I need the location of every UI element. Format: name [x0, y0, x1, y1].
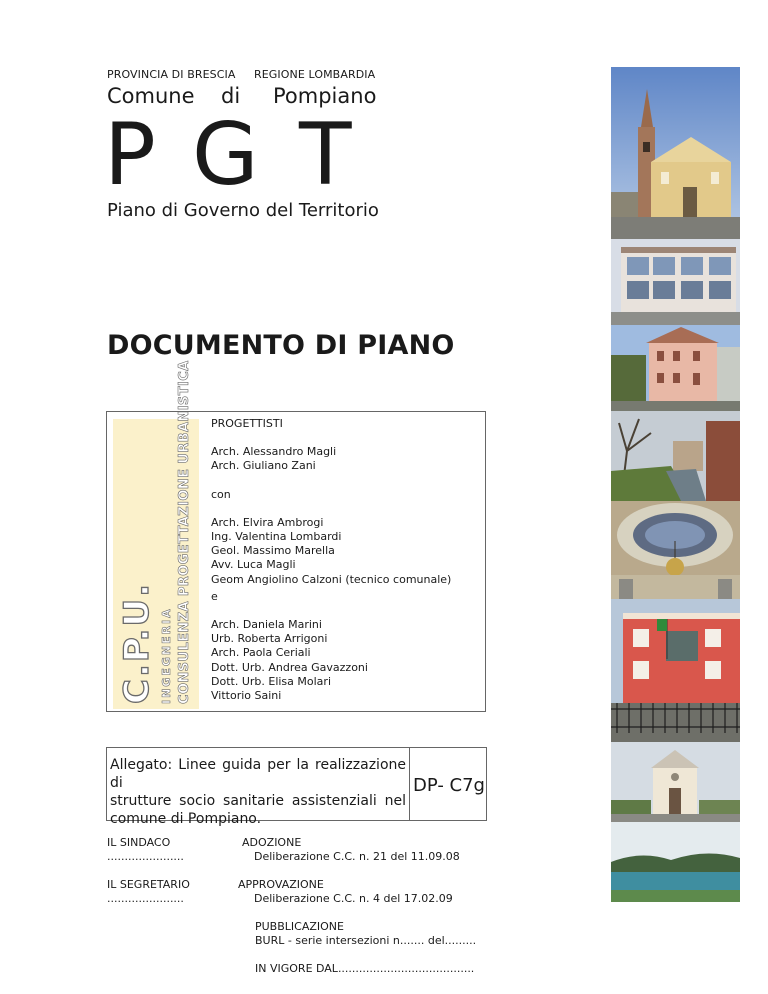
pgt-letter-t: T [299, 105, 352, 205]
church-bell-tower-photo [611, 67, 740, 239]
pgt-letter-p: P [104, 105, 156, 205]
red-town-hall-photo [611, 599, 740, 742]
collaborator-name: Geom Angiolino Calzoni (tecnico comunale) [211, 572, 452, 586]
document-title: DOCUMENTO DI PIANO [107, 330, 455, 361]
chapel-photo [611, 742, 740, 822]
adozione-detail: Deliberazione C.C. n. 21 del 11.09.08 [254, 850, 460, 863]
sindaco-label: IL SINDACO [107, 836, 171, 849]
cpu-logo-text: C.P.U. [117, 582, 157, 704]
progettisti-heading: PROGETTISTI [211, 417, 283, 430]
cpu-logo [113, 360, 199, 709]
consulenza-text: CONSULENZA PROGETTAZIONE URBANISTICA [177, 360, 192, 704]
dome-interior-photo [611, 501, 740, 599]
connector-con: con [211, 487, 231, 501]
pgt-subtitle: Piano di Governo del Territorio [107, 200, 379, 221]
allegato-line: strutture socio sanitarie assistenziali nel [110, 793, 406, 809]
di-word: di [221, 84, 241, 108]
comune-word: Comune [107, 84, 195, 108]
adozione-label: ADOZIONE [242, 836, 302, 849]
collaborator-name: Ing. Valentina Lombardi [211, 530, 342, 544]
document-code: DP- C7g [413, 775, 485, 796]
connector-e: e [211, 589, 218, 603]
segretario-signature-line: ...................... [107, 892, 184, 905]
sindaco-signature-line: ...................... [107, 850, 184, 863]
progettisti-box [106, 360, 486, 712]
collaborator-name: Vittorio Saini [211, 689, 282, 703]
in-vigore-line: IN VIGORE DAL....................................... [255, 962, 475, 975]
allegato-box [106, 747, 487, 827]
designer-name: Arch. Giuliano Zani [211, 459, 316, 473]
provincia-label: PROVINCIA DI BRESCIA [107, 68, 236, 81]
allegato-description [110, 756, 406, 828]
allegato-divider [409, 748, 410, 820]
ingegneria-text: INGEGNERIA [160, 607, 173, 704]
collaborator-name: Arch. Daniela Marini [211, 618, 322, 632]
collaborator-name: Dott. Urb. Andrea Gavazzoni [211, 660, 368, 674]
allegato-line: comune di Pompiano. [110, 811, 262, 827]
pubblicazione-label: PUBBLICAZIONE [255, 920, 344, 933]
comune-name: Pompiano [273, 84, 377, 108]
collaborator-name: Dott. Urb. Elisa Molari [211, 674, 331, 688]
lake-photo [611, 822, 740, 902]
progettisti-list [211, 417, 451, 703]
allegato-line: Allegato: Linee guida per la realizzazione di [110, 757, 406, 791]
approvazione-detail: Deliberazione C.C. n. 4 del 17.02.09 [254, 892, 453, 905]
designer-name: Arch. Alessandro Magli [211, 445, 337, 459]
collaborator-name: Geol. Massimo Marella [211, 544, 335, 558]
pink-house-photo [611, 325, 740, 411]
collaborator-name: Urb. Roberta Arrigoni [211, 632, 328, 646]
collaborator-name: Arch. Paola Ceriali [211, 646, 311, 660]
pubblicazione-detail: BURL - serie intersezioni n....... del......... [255, 934, 477, 947]
collaborator-name: Avv. Luca Magli [211, 558, 296, 572]
collaborator-name: Arch. Elvira Ambrogi [211, 515, 324, 529]
approvazione-label: APPROVAZIONE [238, 878, 324, 891]
segretario-label: IL SEGRETARIO [107, 878, 190, 891]
canal-trees-photo [611, 411, 740, 501]
regione-label: REGIONE LOMBARDIA [254, 68, 376, 81]
modern-building-photo [611, 239, 740, 325]
pgt-letter-g: G [192, 105, 259, 205]
